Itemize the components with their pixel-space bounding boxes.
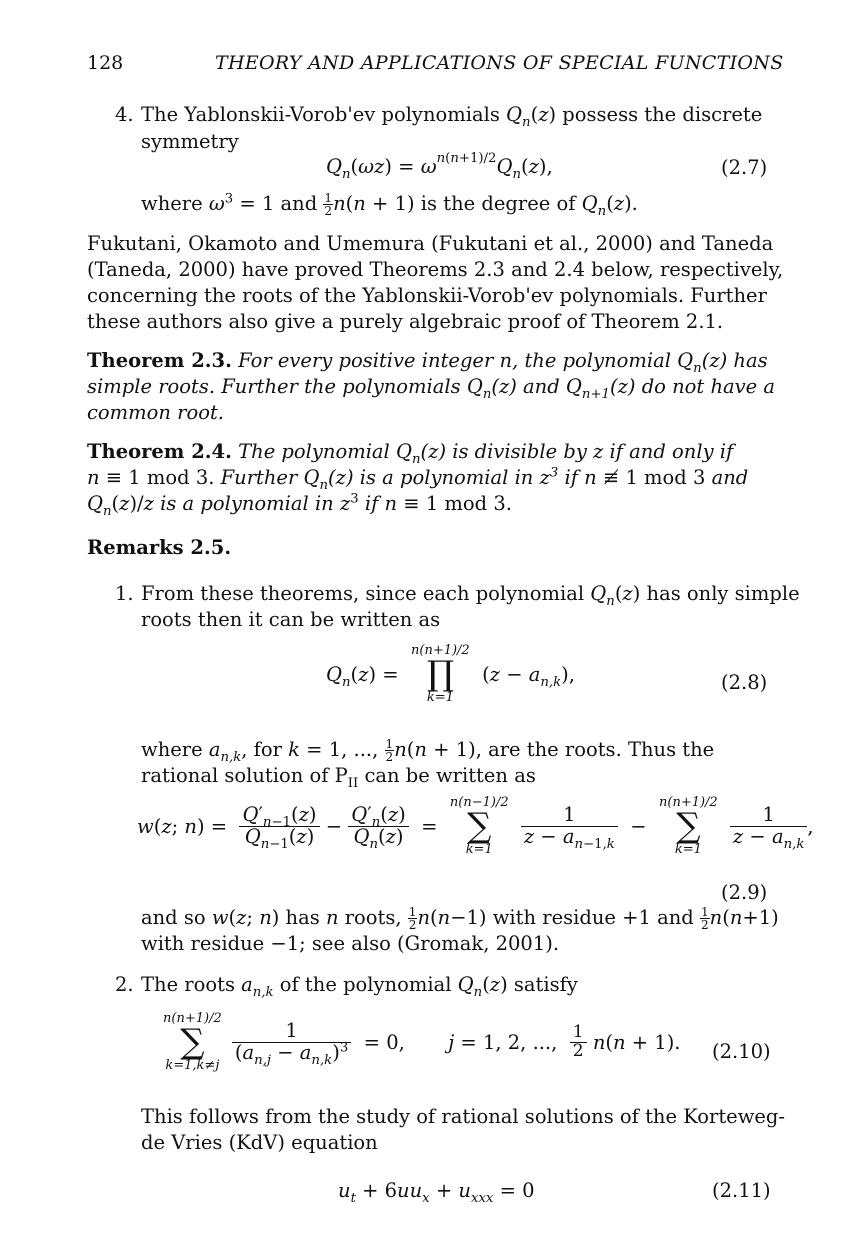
theorem-2-3-line3: common root. xyxy=(87,401,224,424)
remark-1-line6: with residue −1; see also (Gromak, 2001). xyxy=(141,932,560,955)
equation-2-7: $Q_n(\omega z) = \omega^{n(n+1)/2}Q_n(z)$, xyxy=(326,150,553,182)
remarks-label: Remarks 2.5. xyxy=(87,536,232,559)
item-4-line1: The Yablonskii-Vorob'ev polynomials $Q_n(z)$ possess the discrete xyxy=(141,103,763,130)
theorem-2-4-line3: $Q_n(z)/z$ is a polynomial in $z^3$ if n ≡ 1 mod 3. xyxy=(87,491,512,519)
item-4-after-equation: where $\omega^3 = 1$ and $\frac{1}{2}$ n(n + 1) is the degree of $Q_n(z)$. xyxy=(141,191,638,219)
equation-number-2-9: (2.9) xyxy=(721,881,768,904)
theorem-2-4-line1: Theorem 2.4. The polynomial $Q_n(z)$ is divisible by z if and only if xyxy=(87,440,734,467)
paragraph-line2: (Taneda, 2000) have proved Theorems 2.3 and 2.4 below, respectively, xyxy=(87,258,784,281)
remark-2-line3: de Vries (KdV) equation xyxy=(141,1131,378,1154)
theorem-2-3-line2: simple roots. Further the polynomials $Q_n(z)$ and $Q_{n+1}(z)$ do not have a xyxy=(87,375,776,402)
equation-number-2-10: (2.10) xyxy=(712,1040,771,1063)
remark-1-line5: and so w(z; n) has n roots, $\frac{1}{2}$ n(n−1) with residue +1 and $\frac{1}{2}$ n(n+1) xyxy=(141,905,779,933)
remark-1-line1: From these theorems, since each polynomial $Q_n(z)$ has only simple xyxy=(141,582,800,609)
paragraph-line3: concerning the roots of the Yablonskii-Vorob'ev polynomials. Further xyxy=(87,284,767,307)
theorem-2-4-label: Theorem 2.4. xyxy=(87,440,232,463)
remark-2-number: 2. xyxy=(115,973,134,996)
theorem-2-4-line2: n ≡ 1 mod 3. Further $Q_n(z)$ is a polynomial in $z^3$ if n ≢ 1 mod 3 and xyxy=(87,465,749,493)
remark-1-number: 1. xyxy=(115,582,134,605)
equation-number-2-7: (2.7) xyxy=(721,156,768,179)
running-title: THEORY AND APPLICATIONS OF SPECIAL FUNCTIONS xyxy=(215,52,784,74)
equation-2-10: n(n+1)/2 ∑ k=1,k≠j $\frac{1}{(a_{n,j} - a_{n,k})^3}$ = 0, j = 1, 2, ..., $\frac{1}{2}$ n(n + 1). xyxy=(163,1011,681,1073)
remark-1-line3: where $a_{n,k}$, for k = 1, ..., $\frac{1}{2}$ n(n + 1), are the roots. Thus the xyxy=(141,737,715,765)
equation-number-2-8: (2.8) xyxy=(721,671,768,694)
equation-2-9: w(z; n) = $\frac{Q'_{n-1}(z)}{Q_{n-1}(z)}$ − $\frac{Q'_n(z)}{Q_n(z)}$ = n(n−1)/2 ∑ k=1 $\frac{1}{z - a_{n-1,k}}$ − n(n+1)/2 ∑ k=1 $\frac{1}{z - a_{n,k}}$ , xyxy=(137,795,814,857)
item-4-line2: symmetry xyxy=(141,130,239,153)
remark-1-line2: roots then it can be written as xyxy=(141,608,441,631)
equation-2-11: $u_t + 6uu_x + u_{xxx} = 0$ xyxy=(338,1179,535,1206)
theorem-2-3-label: Theorem 2.3. xyxy=(87,349,232,372)
theorem-2-3-line1: Theorem 2.3. For every positive integer n, the polynomial $Q_n(z)$ has xyxy=(87,349,768,376)
page-number: 128 xyxy=(87,52,124,74)
item-4-number: 4. xyxy=(115,103,134,126)
remark-2-line2: This follows from the study of rational solutions of the Korteweg- xyxy=(141,1105,786,1128)
equation-2-8: $Q_n(z)$ = n(n+1)/2 ∏ k=1 $(z - a_{n,k})$, xyxy=(326,643,575,705)
remark-2-line1: The roots $a_{n,k}$ of the polynomial $Q_n(z)$ satisfy xyxy=(141,973,578,1000)
paragraph-line1: Fukutani, Okamoto and Umemura (Fukutani et al., 2000) and Taneda xyxy=(87,232,774,255)
remark-1-line4: rational solution of $P_{II}$ can be written as xyxy=(141,764,536,791)
equation-number-2-11: (2.11) xyxy=(712,1179,771,1202)
paragraph-line4: these authors also give a purely algebraic proof of Theorem 2.1. xyxy=(87,310,724,333)
